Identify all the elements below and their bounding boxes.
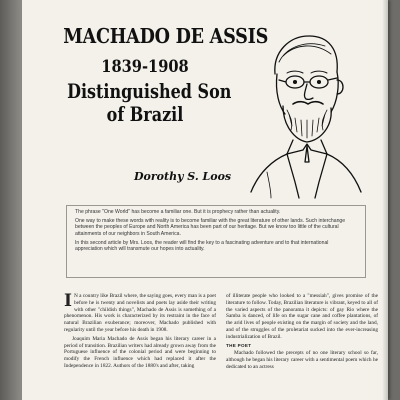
intro-box xyxy=(66,205,366,278)
body-column-left xyxy=(64,293,216,372)
title-name: MACHADO DE ASSIS xyxy=(63,24,269,48)
portrait-sketch xyxy=(237,22,367,200)
body-paragraph: Machado followed the precepts of no one literary school so far, although he began his literary career with a sentimental poem which he dedicated to an actress xyxy=(226,350,378,370)
intro-paragraph: One way to make these words with reality is to become familiar with the great literature of other lands. Such interchange between the peoples of Europe and North America has been part of our heritage. But we know too little of the cultural attainments of our neighbors in South America. xyxy=(75,218,346,237)
intro-paragraph: In this second article by Mrs. Loos, the reader will find the key to a fascinating adventure and to that international appreciation which will transmute our hopes into actuality. xyxy=(75,239,329,253)
body-text: N a country like Brazil where, the saying goes, every man is a poet before he is twenty and novelists and poets lay aside their writing with other "childish things", Machado de Assis is something of a phenomenon. His work is characterized by its restraint in the face of natural Brazilian exuberance; moreover, Machado published with regularity until the year before his death in 1908. xyxy=(64,293,216,333)
title-subtitle-line2: of Brazil xyxy=(106,103,184,126)
body-column-right xyxy=(226,293,378,373)
article-title xyxy=(50,24,269,127)
drop-cap: I xyxy=(64,291,72,311)
title-dates: 1839-1908 xyxy=(101,57,189,77)
title-subtitle-line1: Distinguished Son xyxy=(67,80,232,103)
body-paragraph: Joaquim Maria Machado de Assis began his literary career in a period of transition. Brazilian writers had already grown away from the Portuguese influence of the colonial period and were beginning to modify the French influence which had replaced it after the Independence in 1822. Authors of the 1880's and after, taking xyxy=(64,335,216,369)
author-byline: Dorothy S. Loos xyxy=(134,170,232,183)
section-heading: THE POET xyxy=(226,342,252,348)
intro-paragraph: The phrase "One World" has become a familiar one. But it is prophecy rather than actuality. xyxy=(75,209,281,215)
magazine-page xyxy=(22,0,388,400)
page-edge xyxy=(388,0,400,400)
binding-shadow xyxy=(0,0,22,400)
body-paragraph: of illiterate people who looked to a "messiah", gives promise of the literature to follow. Today, Brazilian literature is vibrant, keyed to all of the varied aspects of the panorama it depicts: of gay Rio where the Samba is danced, of life on the sugar cane and coffee plantations, of the arid lives of people existing on the margin of society and the land, and of the struggles of the proletariat sucked into the ever-increasing industrialization of Brazil. xyxy=(226,293,378,340)
body-paragraph xyxy=(64,293,216,334)
